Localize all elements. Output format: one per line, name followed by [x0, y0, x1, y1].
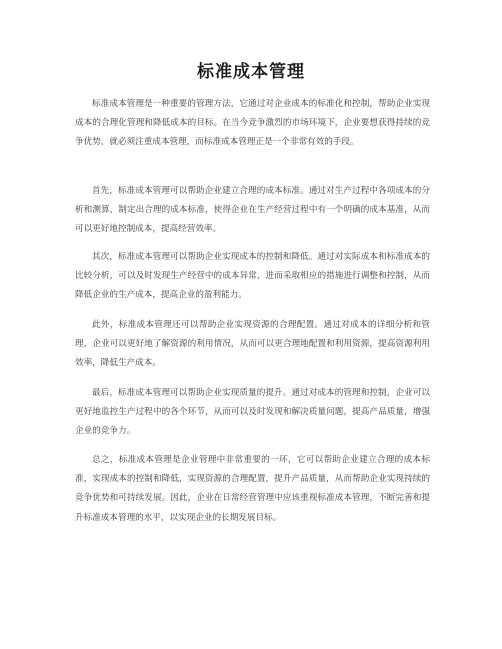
paragraph-additionally: 此外，标准成本管理还可以帮助企业实现资源的合理配置。通过对成本的详细分析和管理，企业可以更好地了解资源的利用情况，从而可以更合理地配置和利用资源，提高资源利用效率，降低生产成本。	[75, 320, 430, 369]
document-title: 标准成本管理	[197, 62, 305, 82]
paragraph-conclusion: 总之，标准成本管理是企业管理中非常重要的一环，它可以帮助企业建立合理的成本标准，实现成本的控制和降低，实现资源的合理配置，提升产品质量，从而帮助企业实现持续的竞争优势和可持续发展。因此，企业在日常经营管理中应该重视标准成本管理，不断完善和提升标准成本管理的水平，以实现企业的长期发展目标。	[75, 455, 430, 523]
paragraph-second: 其次，标准成本管理可以帮助企业实现成本的控制和降低。通过对实际成本和标准成本的比较分析，可以及时发现生产经营中的成本异常，进而采取相应的措施进行调整和控制，从而降低企业的生产成本，提高企业的盈利能力。	[75, 252, 430, 301]
paragraph-first: 首先，标准成本管理可以帮助企业建立合理的成本标准。通过对生产过程中各项成本的分析和测算，制定出合理的成本标准，使得企业在生产经营过程中有一个明确的成本基准，从而可以更好地控制成本，提高经营效率。	[75, 186, 430, 235]
paragraph-finally: 最后，标准成本管理可以帮助企业实现质量的提升。通过对成本的管理和控制，企业可以更好地监控生产过程中的各个环节，从而可以及时发现和解决质量问题，提高产品质量，增强企业的竞争力。	[75, 388, 430, 437]
paragraph-intro: 标准成本管理是一种重要的管理方法，它通过对企业成本的标准化和控制，帮助企业实现成本的合理化管理和降低成本的目标。在当今竞争激烈的市场环境下，企业要想获得持续的竞争优势，就必须注重成本管理，而标准成本管理正是一个非常有效的手段。	[75, 99, 430, 148]
